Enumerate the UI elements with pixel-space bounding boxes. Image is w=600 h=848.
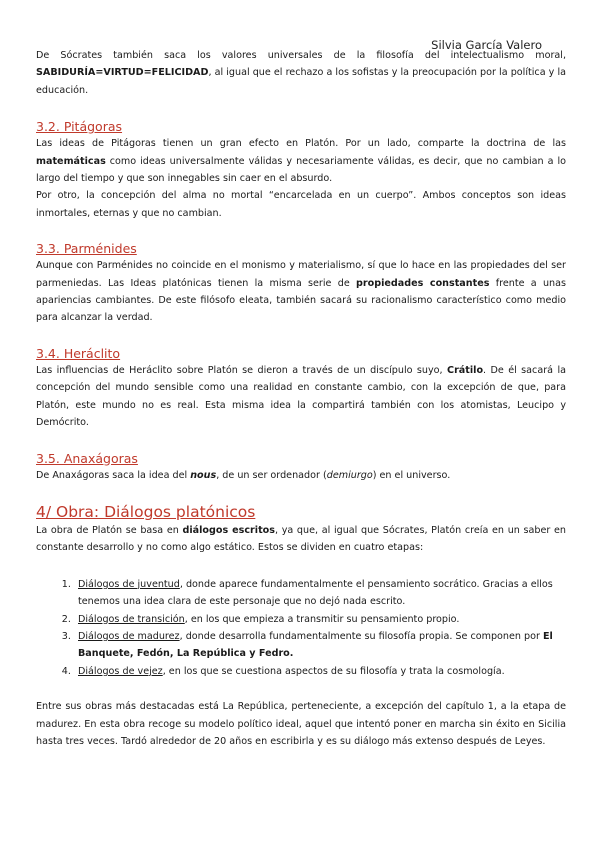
author-name: Silvia García Valero [431,38,542,52]
heading-parmenides: 3.3. Parménides [36,241,137,257]
anaxagoras-paragraph: De Anaxágoras saca la idea del nous, de un ser ordenador (demiurgo) en el universo. [36,469,451,481]
pitagoras-paragraph-1: Las ideas de Pitágoras tienen un gran efecto en Platón. Por un lado, comparte la doctrina de las matemáticas como ideas universalmente válidas y necesariamente válidas, es decir, que no cambian a lo largo del tiempo y que son innegables sin caer en el absurdo. [36,138,566,185]
heading-heraclito: 3.4. Heráclito [36,345,121,361]
parmenides-paragraph: Aunque con Parménides no coincide en el monismo y materialismo, sí que lo hace en las propiedades del ser parmeniedas. Las Ideas platónicas tienen la misma serie de propiedades constantes frente a unas apariencias cambiantes. De este filósofo eleata, también sacará su racionalismo característico como medio para alcanzar la verdad. [36,260,566,324]
pitagoras-paragraph-2: Por otro, la concepción del alma no mortal “encarcelada en un cuerpo”. Ambos conceptos son ideas inmortales, eternas y que no cambian. [36,190,566,219]
heading-pitagoras: 3.2. Pitágoras [36,119,123,135]
heraclito-paragraph: Las influencias de Heráclito sobre Platón se dieron a través de un discípulo suyo, Crátilo. De él sacará la concepción del mundo sensible como una realidad en constante cambio, con la excepción de que, para Platón, este mundo no es real. Esta misma idea la compartirá también con los atomistas, Leucipo y Demócrito. [36,364,566,429]
heading-obra: 4/ Obra: Diálogos platónicos [36,502,256,521]
list-item: 4. Diálogos de vejez, en los que se cuestiona aspectos de su filosofía y trata la cosmología. [74,663,566,680]
document-body [36,0,566,750]
heading-anaxagoras: 3.5. Anaxágoras [36,450,138,466]
obra-paragraph: La obra de Platón se basa en diálogos escritos, ya que, al igual que Sócrates, Platón creía en un saber en constante desarrollo y no como algo estático. Estos se dividen en cuatro etapas: [36,524,566,554]
list-item: 3. Diálogos de madurez, donde desarrolla fundamentalmente su filosofía propia. Se componen por El Banquete, Fedón, La República y Fedro. [74,628,566,663]
dialogues-list [36,576,566,680]
list-item: 2. Diálogos de transición, en los que empieza a transmitir su pensamiento propio. [74,611,566,628]
intro-paragraph: De Sócrates también saca los valores universales de la filosofía del intelectualismo moral, SABIDURÍA=VIRTUD=FELICIDAD, al igual que el rechazo a los sofistas y la preocupación por la política y la educación. [36,50,566,96]
closing-paragraph: Entre sus obras más destacadas está La República, perteneciente, a excepción del capítulo 1, a la etapa de madurez. En esta obra recoge su modelo político ideal, aquel que intentó poner en marcha sin éxito en Sicilia hasta tres veces. Tardó alrededor de 20 años en escribirla y es su diálogo más extenso después de Leyes. [36,701,566,747]
list-item: 1. Diálogos de juventud, donde aparece fundamentalmente el pensamiento socrático. Gracias a ellos tenemos una idea clara de este personaje que no dejó nada escrito. [74,576,566,611]
